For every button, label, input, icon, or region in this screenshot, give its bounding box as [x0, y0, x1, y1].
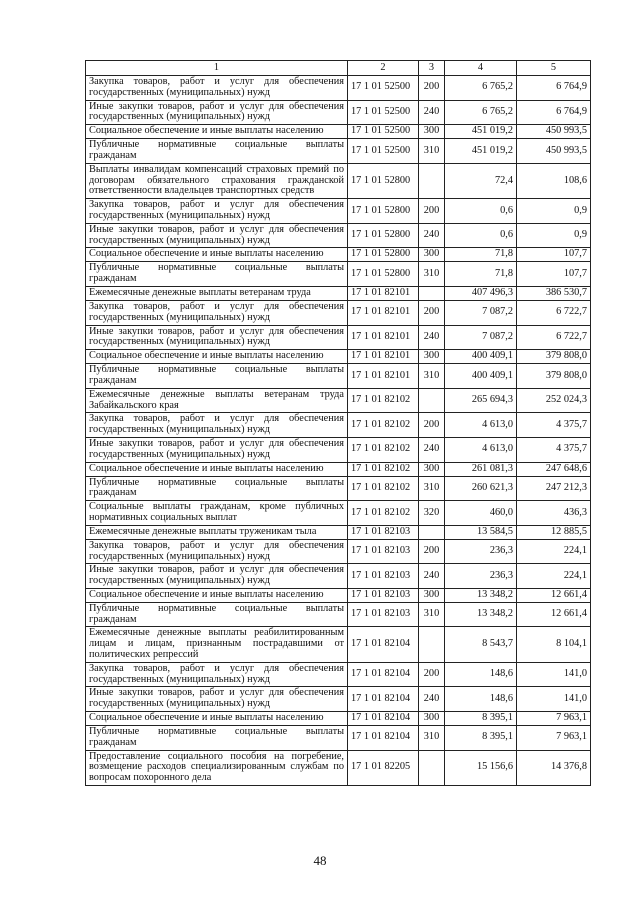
- row-expense-type: 200: [419, 539, 445, 564]
- row-code: 17 1 01 82103: [348, 588, 419, 602]
- header-cell-name: 1: [86, 61, 348, 76]
- header-cell-amount-1: 4: [445, 61, 517, 76]
- row-amount-1: 71,8: [445, 248, 517, 262]
- row-amount-2: 107,7: [517, 262, 591, 287]
- row-expense-type: 240: [419, 325, 445, 350]
- row-expense-type: 310: [419, 139, 445, 164]
- row-amount-1: 400 409,1: [445, 350, 517, 364]
- row-amount-1: 8 395,1: [445, 712, 517, 726]
- table-row: [86, 139, 591, 164]
- row-name: Ежемесячные денежные выплаты реабилитированным лицам и лицам, признанным пострадавшими от политических репрессий: [86, 627, 348, 662]
- table-row: [86, 662, 591, 687]
- row-code: 17 1 01 82104: [348, 662, 419, 687]
- row-expense-type: [419, 388, 445, 413]
- table-row: [86, 539, 591, 564]
- row-amount-1: 15 156,6: [445, 750, 517, 785]
- row-code: 17 1 01 52500: [348, 76, 419, 101]
- row-code: 17 1 01 82101: [348, 364, 419, 389]
- row-code: 17 1 01 52800: [348, 199, 419, 224]
- row-expense-type: [419, 750, 445, 785]
- table-row: [86, 325, 591, 350]
- table-row: [86, 350, 591, 364]
- row-code: 17 1 01 82102: [348, 388, 419, 413]
- row-code: 17 1 01 82102: [348, 413, 419, 438]
- row-expense-type: 200: [419, 662, 445, 687]
- table-row: [86, 76, 591, 101]
- row-amount-2: 141,0: [517, 662, 591, 687]
- row-expense-type: 240: [419, 687, 445, 712]
- row-name: Публичные нормативные социальные выплаты гражданам: [86, 726, 348, 751]
- row-code: 17 1 01 82104: [348, 627, 419, 662]
- row-code: 17 1 01 52800: [348, 223, 419, 248]
- table-row: [86, 413, 591, 438]
- table-row: [86, 262, 591, 287]
- row-expense-type: [419, 163, 445, 198]
- row-amount-1: 236,3: [445, 564, 517, 589]
- row-amount-2: 141,0: [517, 687, 591, 712]
- row-expense-type: 310: [419, 726, 445, 751]
- row-amount-1: 6 765,2: [445, 76, 517, 101]
- row-name: Закупка товаров, работ и услуг для обеспечения государственных (муниципальных) нужд: [86, 539, 348, 564]
- row-amount-2: 379 808,0: [517, 350, 591, 364]
- table-row: [86, 163, 591, 198]
- row-expense-type: 200: [419, 300, 445, 325]
- row-name: Социальные выплаты гражданам, кроме публичных нормативных социальных выплат: [86, 501, 348, 526]
- row-expense-type: 320: [419, 501, 445, 526]
- row-amount-2: 7 963,1: [517, 712, 591, 726]
- row-amount-2: 0,9: [517, 199, 591, 224]
- row-name: Социальное обеспечение и иные выплаты населению: [86, 350, 348, 364]
- row-amount-2: 224,1: [517, 539, 591, 564]
- row-amount-2: 12 661,4: [517, 588, 591, 602]
- header-cell-type: 3: [419, 61, 445, 76]
- table-row: [86, 125, 591, 139]
- row-amount-2: 8 104,1: [517, 627, 591, 662]
- row-name: Иные закупки товаров, работ и услуг для обеспечения государственных (муниципальных) нужд: [86, 687, 348, 712]
- row-code: 17 1 01 82102: [348, 476, 419, 501]
- row-expense-type: 240: [419, 223, 445, 248]
- table-body: [86, 76, 591, 786]
- row-amount-1: 8 395,1: [445, 726, 517, 751]
- table-row: [86, 588, 591, 602]
- table-row: [86, 476, 591, 501]
- row-amount-1: 6 765,2: [445, 100, 517, 125]
- row-code: 17 1 01 82101: [348, 300, 419, 325]
- row-expense-type: 200: [419, 413, 445, 438]
- row-code: 17 1 01 82101: [348, 325, 419, 350]
- row-expense-type: 300: [419, 350, 445, 364]
- table-row: [86, 687, 591, 712]
- row-amount-1: 407 496,3: [445, 286, 517, 300]
- table-row: [86, 750, 591, 785]
- row-expense-type: 300: [419, 462, 445, 476]
- row-amount-2: 247 212,3: [517, 476, 591, 501]
- row-amount-1: 7 087,2: [445, 300, 517, 325]
- row-expense-type: 300: [419, 125, 445, 139]
- row-code: 17 1 01 82104: [348, 687, 419, 712]
- row-amount-2: 12 661,4: [517, 602, 591, 627]
- row-amount-1: 460,0: [445, 501, 517, 526]
- row-amount-1: 148,6: [445, 662, 517, 687]
- row-amount-1: 13 348,2: [445, 588, 517, 602]
- budget-table: [85, 60, 591, 786]
- row-expense-type: 200: [419, 76, 445, 101]
- row-code: 17 1 01 82103: [348, 525, 419, 539]
- row-code: 17 1 01 82103: [348, 539, 419, 564]
- row-name: Социальное обеспечение и иные выплаты населению: [86, 462, 348, 476]
- row-name: Закупка товаров, работ и услуг для обеспечения государственных (муниципальных) нужд: [86, 76, 348, 101]
- row-name: Иные закупки товаров, работ и услуг для обеспечения государственных (муниципальных) нужд: [86, 325, 348, 350]
- row-amount-2: 12 885,5: [517, 525, 591, 539]
- row-code: 17 1 01 82102: [348, 462, 419, 476]
- row-expense-type: 240: [419, 100, 445, 125]
- table-row: [86, 712, 591, 726]
- row-amount-2: 450 993,5: [517, 125, 591, 139]
- row-code: 17 1 01 52500: [348, 139, 419, 164]
- row-name: Ежемесячные денежные выплаты ветеранам труда: [86, 286, 348, 300]
- row-amount-2: 0,9: [517, 223, 591, 248]
- row-name: Иные закупки товаров, работ и услуг для обеспечения государственных (муниципальных) нужд: [86, 437, 348, 462]
- table-row: [86, 726, 591, 751]
- row-amount-2: 6 764,9: [517, 76, 591, 101]
- row-amount-2: 107,7: [517, 248, 591, 262]
- row-name: Публичные нормативные социальные выплаты гражданам: [86, 602, 348, 627]
- row-expense-type: 310: [419, 476, 445, 501]
- row-expense-type: 310: [419, 602, 445, 627]
- row-expense-type: 300: [419, 712, 445, 726]
- row-name: Социальное обеспечение и иные выплаты населению: [86, 125, 348, 139]
- header-cell-amount-2: 5: [517, 61, 591, 76]
- table-row: [86, 100, 591, 125]
- row-amount-1: 13 584,5: [445, 525, 517, 539]
- row-amount-1: 451 019,2: [445, 125, 517, 139]
- row-amount-2: 386 530,7: [517, 286, 591, 300]
- row-name: Выплаты инвалидам компенсаций страховых премий по договорам обязательного страхования гражданской ответственности владельцев транспортных средств: [86, 163, 348, 198]
- row-expense-type: [419, 286, 445, 300]
- row-name: Ежемесячные денежные выплаты труженикам тыла: [86, 525, 348, 539]
- row-name: Публичные нормативные социальные выплаты гражданам: [86, 139, 348, 164]
- table-row: [86, 525, 591, 539]
- row-expense-type: [419, 627, 445, 662]
- row-code: 17 1 01 82205: [348, 750, 419, 785]
- row-amount-2: 108,6: [517, 163, 591, 198]
- row-amount-1: 0,6: [445, 199, 517, 224]
- row-amount-2: 6 764,9: [517, 100, 591, 125]
- row-name: Социальное обеспечение и иные выплаты населению: [86, 248, 348, 262]
- row-code: 17 1 01 52800: [348, 163, 419, 198]
- row-expense-type: 240: [419, 564, 445, 589]
- row-amount-1: 148,6: [445, 687, 517, 712]
- row-amount-1: 72,4: [445, 163, 517, 198]
- row-name: Закупка товаров, работ и услуг для обеспечения государственных (муниципальных) нужд: [86, 199, 348, 224]
- row-amount-2: 6 722,7: [517, 325, 591, 350]
- table-row: [86, 627, 591, 662]
- row-amount-2: 4 375,7: [517, 413, 591, 438]
- row-code: 17 1 01 82104: [348, 726, 419, 751]
- row-name: Социальное обеспечение и иные выплаты населению: [86, 712, 348, 726]
- row-code: 17 1 01 52800: [348, 262, 419, 287]
- table-row: [86, 501, 591, 526]
- row-amount-1: 265 694,3: [445, 388, 517, 413]
- row-expense-type: 310: [419, 364, 445, 389]
- table-row: [86, 388, 591, 413]
- table-row: [86, 248, 591, 262]
- row-name: Иные закупки товаров, работ и услуг для обеспечения государственных (муниципальных) нужд: [86, 100, 348, 125]
- row-code: 17 1 01 82102: [348, 501, 419, 526]
- row-name: Ежемесячные денежные выплаты ветеранам труда Забайкальского края: [86, 388, 348, 413]
- row-amount-1: 236,3: [445, 539, 517, 564]
- table-row: [86, 564, 591, 589]
- row-code: 17 1 01 82101: [348, 350, 419, 364]
- row-amount-1: 7 087,2: [445, 325, 517, 350]
- row-code: 17 1 01 82104: [348, 712, 419, 726]
- row-name: Публичные нормативные социальные выплаты гражданам: [86, 262, 348, 287]
- row-expense-type: 240: [419, 437, 445, 462]
- row-code: 17 1 01 52500: [348, 125, 419, 139]
- row-code: 17 1 01 52500: [348, 100, 419, 125]
- table-row: [86, 286, 591, 300]
- row-amount-2: 252 024,3: [517, 388, 591, 413]
- row-amount-2: 14 376,8: [517, 750, 591, 785]
- table-row: [86, 437, 591, 462]
- row-code: 17 1 01 82101: [348, 286, 419, 300]
- header-cell-code: 2: [348, 61, 419, 76]
- row-expense-type: 310: [419, 262, 445, 287]
- header-row: [86, 61, 591, 76]
- table-row: [86, 364, 591, 389]
- row-amount-1: 451 019,2: [445, 139, 517, 164]
- row-amount-2: 436,3: [517, 501, 591, 526]
- table-row: [86, 462, 591, 476]
- row-amount-1: 13 348,2: [445, 602, 517, 627]
- table-row: [86, 223, 591, 248]
- row-code: 17 1 01 82103: [348, 602, 419, 627]
- row-name: Публичные нормативные социальные выплаты гражданам: [86, 476, 348, 501]
- row-code: 17 1 01 82102: [348, 437, 419, 462]
- row-name: Социальное обеспечение и иные выплаты населению: [86, 588, 348, 602]
- row-expense-type: 300: [419, 248, 445, 262]
- row-amount-1: 4 613,0: [445, 437, 517, 462]
- row-amount-1: 4 613,0: [445, 413, 517, 438]
- row-expense-type: 200: [419, 199, 445, 224]
- row-amount-1: 260 621,3: [445, 476, 517, 501]
- row-amount-1: 8 543,7: [445, 627, 517, 662]
- table-row: [86, 602, 591, 627]
- row-code: 17 1 01 52800: [348, 248, 419, 262]
- row-amount-2: 4 375,7: [517, 437, 591, 462]
- row-name: Закупка товаров, работ и услуг для обеспечения государственных (муниципальных) нужд: [86, 413, 348, 438]
- row-name: Иные закупки товаров, работ и услуг для обеспечения государственных (муниципальных) нужд: [86, 564, 348, 589]
- row-amount-2: 450 993,5: [517, 139, 591, 164]
- table-row: [86, 300, 591, 325]
- row-amount-1: 0,6: [445, 223, 517, 248]
- row-expense-type: 300: [419, 588, 445, 602]
- row-name: Иные закупки товаров, работ и услуг для обеспечения государственных (муниципальных) нужд: [86, 223, 348, 248]
- row-amount-2: 379 808,0: [517, 364, 591, 389]
- row-amount-1: 261 081,3: [445, 462, 517, 476]
- page-number: 48: [313, 853, 327, 868]
- row-amount-2: 224,1: [517, 564, 591, 589]
- row-name: Предоставление социального пособия на погребение, возмещение расходов специализированным службам по вопросам похоронного дела: [86, 750, 348, 785]
- table-row: [86, 199, 591, 224]
- row-amount-1: 400 409,1: [445, 364, 517, 389]
- row-amount-2: 247 648,6: [517, 462, 591, 476]
- row-amount-1: 71,8: [445, 262, 517, 287]
- row-name: Публичные нормативные социальные выплаты гражданам: [86, 364, 348, 389]
- row-code: 17 1 01 82103: [348, 564, 419, 589]
- row-amount-2: 7 963,1: [517, 726, 591, 751]
- row-amount-2: 6 722,7: [517, 300, 591, 325]
- row-name: Закупка товаров, работ и услуг для обеспечения государственных (муниципальных) нужд: [86, 662, 348, 687]
- row-expense-type: [419, 525, 445, 539]
- row-name: Закупка товаров, работ и услуг для обеспечения государственных (муниципальных) нужд: [86, 300, 348, 325]
